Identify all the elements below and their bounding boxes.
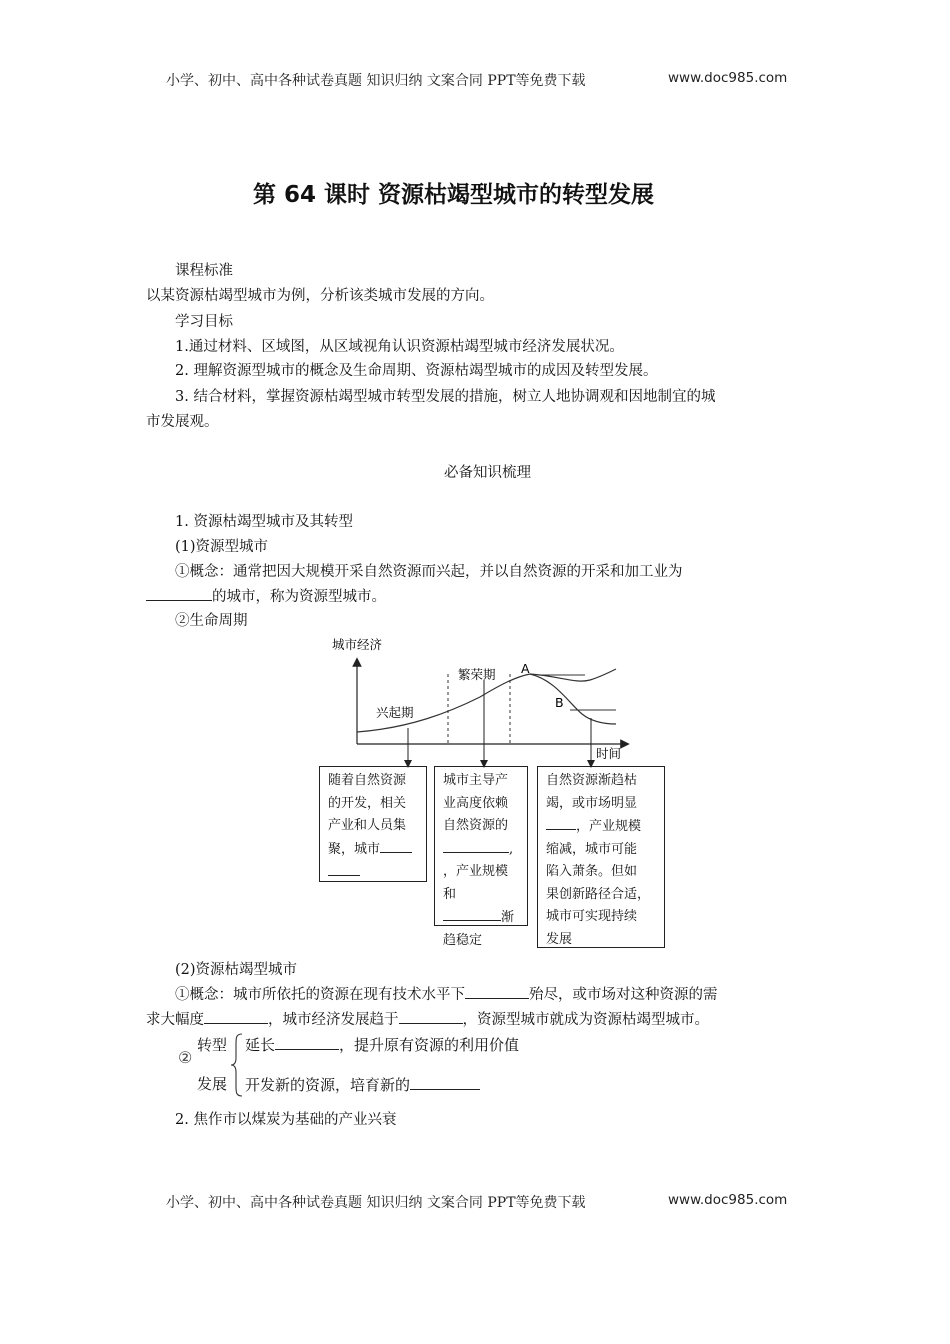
box-blank-line — [328, 861, 418, 885]
answer-blank[interactable] — [146, 586, 212, 601]
y-axis-label: 城市经济 — [332, 637, 383, 652]
goals-heading: 学习目标 — [175, 314, 233, 330]
transform-row-2: 开发新的资源，培育新的 — [245, 1073, 480, 1097]
part1-heading: 1. 资源枯竭型城市及其转型 — [175, 514, 353, 530]
box-text: 城市可实现持续 — [546, 909, 638, 924]
page-footer-url[interactable]: www.doc985.com — [668, 1192, 788, 1208]
box-text: 陷入萧条。但如 — [546, 864, 638, 879]
box-text: 的开发，相关 — [328, 795, 407, 811]
diagram-box-rise — [319, 766, 427, 882]
exhausted-line-1: ①概念：城市所依托的资源在现有技术水平下 殆尽，或市场对这种资源的需 — [175, 983, 718, 1007]
stage-boom-label: 繁荣期 — [458, 667, 496, 682]
transform-label-2: 发展 — [197, 1075, 228, 1093]
transform-row-1: 延长 ，提升原有资源的利用价值 — [245, 1036, 520, 1054]
diagram-box-decline — [537, 766, 665, 948]
box-text: 趋稳定 — [443, 932, 483, 948]
box-text: 城市主导产 — [443, 773, 509, 788]
box-text: ，产业规模和 — [443, 864, 509, 902]
box-text-line: 聚，城市 — [328, 838, 418, 862]
part1-sub1: (1)资源型城市 — [175, 539, 269, 555]
growth-curve — [357, 674, 530, 732]
page-header-url[interactable]: www.doc985.com — [668, 70, 788, 86]
standard-heading: 课程标准 — [175, 263, 233, 279]
page-footer-text: 小学、初中、高中各种试卷真题 知识归纳 文案合同 PPT等免费下载 — [166, 1195, 586, 1211]
box-text-line: ，产业规模 — [546, 815, 656, 839]
section-heading: 必备知识梳理 — [444, 465, 531, 481]
part2-heading: 2. 焦作市以煤炭为基础的产业兴衰 — [175, 1112, 397, 1128]
concept-line-1: ①概念：通常把因大规模开采自然资源而兴起，并以自然资源的开采和加工业为 — [175, 564, 683, 580]
goal-item: 1.通过材料、区域图，从区域视角认识资源枯竭型城市经济发展状况。 — [175, 339, 624, 355]
transform-label-1: 转型 — [197, 1036, 228, 1054]
stage-rise-label: 兴起期 — [376, 705, 414, 720]
page-header-text: 小学、初中、高中各种试卷真题 知识归纳 文案合同 PPT等免费下载 — [166, 73, 586, 89]
answer-blank[interactable] — [410, 1075, 480, 1090]
box-text: 自然资源的 — [443, 818, 509, 833]
answer-blank[interactable] — [443, 906, 501, 921]
answer-blank[interactable] — [399, 1009, 463, 1024]
answer-blank[interactable] — [204, 1009, 268, 1024]
box-text: 业高度依赖 — [443, 795, 509, 811]
brace-icon — [230, 1032, 244, 1098]
standard-text: 以某资源枯竭型城市为例，分析该类城市发展的方向。 — [146, 288, 494, 304]
answer-blank[interactable] — [546, 815, 576, 830]
branch-a-label: A — [521, 661, 530, 676]
goal-item: 市发展观。 — [146, 414, 219, 430]
box-text: 缩减，城市可能 — [546, 841, 638, 857]
box-text: 果创新路径合适， — [546, 886, 651, 902]
goal-item: 2. 理解资源型城市的概念及生命周期、资源枯竭型城市的成因及转型发展。 — [175, 363, 658, 379]
goal-item: 3. 结合材料，掌握资源枯竭型城市转型发展的措施，树立人地协调观和因地制宜的城 — [175, 389, 716, 405]
exhausted-line-2: 求大幅度 ，城市经济发展趋于 ，资源型城市就成为资源枯竭型城市。 — [146, 1008, 709, 1032]
answer-blank[interactable] — [465, 984, 529, 999]
x-axis-label: 时间 — [596, 746, 622, 761]
box-text: 产业和人员集 — [328, 818, 407, 833]
diagram-box-boom — [434, 766, 528, 948]
answer-blank[interactable] — [380, 838, 412, 853]
transform-number: ② — [178, 1048, 193, 1067]
box-text: 随着自然资源 — [328, 773, 407, 788]
page-title: 第 64 课时 资源枯竭型城市的转型发展 — [253, 182, 655, 208]
box-text: 发展 — [546, 931, 573, 947]
part1-sub2: (2)资源枯竭型城市 — [175, 962, 298, 978]
answer-blank[interactable] — [443, 838, 509, 853]
box-text: 自然资源渐趋枯 — [546, 773, 638, 788]
branch-b-label: B — [555, 695, 564, 710]
box-text-line: 渐 — [443, 906, 519, 930]
box-blank-line: , — [443, 838, 519, 862]
answer-blank[interactable] — [328, 861, 360, 876]
branch-b-curve — [530, 674, 616, 724]
box-text: 竭，或市场明显 — [546, 795, 638, 811]
lifecycle-label: ②生命周期 — [175, 613, 248, 629]
concept-line-2: 的城市，称为资源型城市。 — [146, 585, 386, 609]
answer-blank[interactable] — [275, 1035, 339, 1050]
